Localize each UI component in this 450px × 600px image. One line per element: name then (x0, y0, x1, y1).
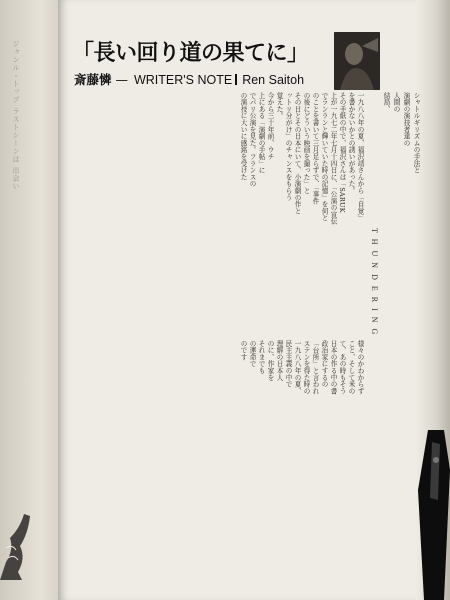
body-column: 様々のかわからず (356, 340, 364, 395)
left-page-column-2: ラストシーンは (12, 107, 20, 164)
body-column: のことを書いて三月足らずで、「事件 (311, 92, 319, 205)
left-page-column-1: ジャンル・トップ (12, 40, 20, 104)
author-name-en: Ren Saitoh (242, 73, 305, 87)
left-page-column-3: 出会い (12, 166, 20, 191)
article-page (58, 0, 450, 600)
body-column: でランランと輝いていた時の記憶」を何と (320, 92, 328, 222)
section-vertical-title: T H U N D E R I N G (370, 228, 379, 337)
body-column: 政治家にするの (320, 340, 328, 388)
body-column: こと、そして米の (347, 340, 355, 395)
article-body-upper (72, 92, 364, 328)
body-column: を書かないかとの誘いがあった。 (347, 92, 355, 194)
body-column: 一九八八年の夏、福沢靖さんから「自覚」 (356, 92, 364, 222)
body-column: それまでも (257, 340, 265, 374)
body-column: 理解の日本人 (275, 340, 283, 381)
body-column: ステンを得た時の (302, 340, 310, 395)
body-column: シャトルギリズムの手法と (412, 92, 420, 174)
body-column: その手紙の中で、福沢さんは「SARUK (338, 92, 346, 213)
body-column: 演劇の演技者達の (402, 92, 410, 147)
body-column: その日とその日本にいて、小演劇の作と (293, 92, 301, 215)
author-name-jp: 斎藤憐 (74, 72, 112, 87)
body-column: 人間の (392, 92, 400, 113)
body-column: 上にある「演劇の手帖」に (257, 92, 265, 174)
body-column: 「台所」と言われ (311, 340, 319, 395)
body-column: ットリ分がけ」のチャンスをもらう (284, 92, 292, 201)
byline-dash: — (115, 72, 128, 87)
left-page-edge (0, 0, 58, 600)
article-title: 「長い回り道の果てに」 (72, 41, 309, 66)
byline (74, 70, 304, 88)
writers-note-label: WRITER'S NOTE (133, 73, 233, 87)
body-column: 一九八八年の夏、 (293, 340, 301, 395)
article-body-lower (72, 340, 364, 580)
body-column: 覚えた。 (275, 92, 283, 120)
body-column: 上が一九七二年七月十四日に、「公演の宣伝 (329, 92, 337, 225)
body-column: の演技に大いに感銘を受けた (239, 92, 247, 181)
body-column: て、あの時もそう (338, 340, 346, 395)
body-column: のです (239, 340, 247, 361)
byline-divider (235, 74, 237, 85)
body-column: の後にどういう映画を撮った」と (302, 92, 310, 194)
body-column: 今から三十年前、ウチ (266, 92, 274, 160)
body-column: の運命で (248, 340, 256, 368)
author-portrait (334, 32, 380, 90)
body-column: 結局、 (382, 92, 390, 113)
hand-sketch-illustration (0, 510, 34, 580)
body-column: 日本の作る中の書 (329, 340, 337, 395)
left-page-text (10, 40, 22, 560)
body-column: でパリ公演を見た。フランスの (248, 92, 256, 188)
pen-clip (414, 430, 450, 600)
body-column: のに、作家を (266, 340, 274, 381)
body-column: 民主主義の中で (284, 340, 292, 388)
